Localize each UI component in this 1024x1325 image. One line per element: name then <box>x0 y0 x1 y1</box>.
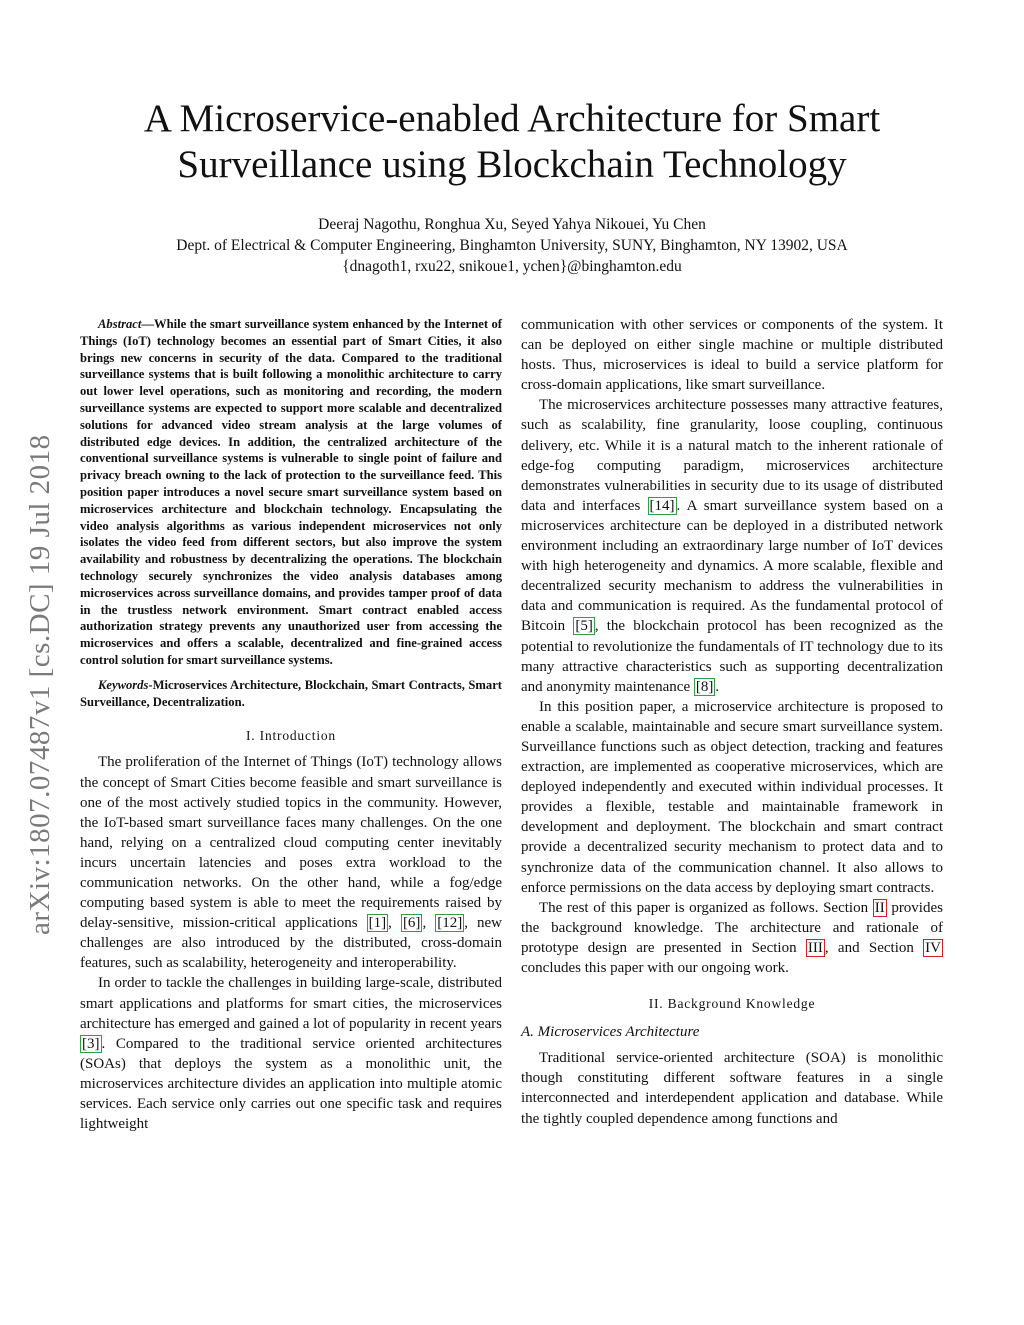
arxiv-stamp: arXiv:1807.07487v1 [cs.DC] 19 Jul 2018 <box>24 434 56 935</box>
citation-link-14[interactable]: [14] <box>649 497 675 514</box>
right-p4-text-b: provides the background knowledge. The architecture and rationale of prototype design are presented in Section <box>521 899 943 956</box>
right-paragraph-3: In this position paper, a microservice architecture is proposed to enable a scalable, maintainable and secure smart surveillance system. Surveillance functions such as object detection, tracking and features extraction, are implemented as cooperative microservices, which are deployed independently and executed within individual processes. It provides a flexible, testable and maintainable framework in development and deployment. The blockchain and smart contract provide a decentralized security mechanism to protect data and to synchronize data of the communication channel. It also allows to enforce permissions on the data access by deploying smart contracts. <box>521 698 943 896</box>
abstract <box>80 316 502 669</box>
citation-link-6[interactable]: [6] <box>402 915 421 932</box>
abstract-text: —While the smart surveillance system enhanced by the Internet of Things (IoT) technology becomes an essential part of Smart Cities, it also brings new concerns in security of the data. Compared to the traditional surveillance systems that is built following a monolithic architecture to carry out lower level operations, such as monitoring and recording, the modern surveillance systems are expected to support more scalable and decentralized solutions for advanced video stream analysis at the large volumes of distributed edge devices. In addition, the centralized architecture of the conventional surveillance systems is vulnerable to single point of failure and privacy breach owning to the lack of protection to the surveillance feed. This position paper introduces a novel secure smart surveillance system based on microservices architecture and blockchain technology. Encapsulating the video analysis algorithms as various independent microservices not only isolates the video feed from different sectors, but also improve the system availability and robustness by decentralizing the operations. The blockchain technology securely synchronizes the video analysis databases among microservices across surveillance domains, and provides tamper proof of data in the trustless network environment. Smart contract enabled access authorization strategy prevents any unauthorized user from accessing the microservices and offers a scalable, decentralized and fine-grained access control solution for smart surveillance systems. <box>80 317 502 667</box>
keywords-label: Keywords <box>98 677 149 692</box>
right-paragraph-4 <box>521 898 943 978</box>
author-list: Deeraj Nagothu, Ronghua Xu, Seyed Yahya Nikouei, Yu Chen <box>318 216 706 233</box>
section-link-ii[interactable]: II <box>874 899 885 916</box>
right-paragraph-1: communication with other services or components of the system. It can be deployed on either single machine or multiple distributed hosts. Thus, microservices is ideal to build a service platform for cross-domain applications, like smart surveillance. <box>521 317 943 394</box>
citation-link-5[interactable]: [5] <box>575 618 593 635</box>
citation-link-1[interactable]: [1] <box>368 915 387 932</box>
right-p4-text-c: , and Section <box>824 939 924 956</box>
affiliation: Dept. of Electrical & Computer Engineering, Binghamton University, SUNY, Binghamton, NY 13902, USA <box>176 237 848 254</box>
right-p4-text-d: concludes this paper with our ongoing work. <box>521 960 789 976</box>
right-p2-text-a: The microservices architecture possesses many attractive features, such as scalability, fine granularity, loose coupling, continuous delivery, etc. While it is a natural match to the inherent rationale of edge-fog computing paradigm, microservices architecture demonstrates vulnerabilities in security due to its usage of distributed data and interfaces <box>521 397 943 514</box>
keywords-text: -Microservices Architecture, Blockchain, Smart Contracts, Smart Surveillance, Decentralization. <box>80 677 502 709</box>
section-link-iii[interactable]: III <box>807 939 823 956</box>
author-emails: {dnagoth1, rxu22, snikoue1, ychen}@binghamton.edu <box>342 258 682 275</box>
paper-title <box>60 96 964 188</box>
section-heading-introduction: I. Introduction <box>246 728 336 744</box>
left-column <box>80 316 502 1134</box>
citation-link-3[interactable]: [3] <box>82 1035 100 1052</box>
subsection-heading-microservices: A. Microservices Architecture <box>521 1024 700 1041</box>
title-line-1: A Microservice-enabled Architecture for Smart <box>143 97 881 140</box>
right-p2-text-b: . A smart surveillance system based on a microservices architecture can be deployed in a distributed network environment including an extraordinary large number of IoT devices with high heterogeneity and dynamics. A more scalable, flexible and decentralized security mechanism to address the vulnerabilities in data and communication is required. As the fundamental protocol of Bitcoin <box>521 497 943 635</box>
keywords <box>80 677 502 711</box>
right-p2-text-c: , the blockchain protocol has been recognized as the potential to revolutionize the fundamentals of IT technology due to its many attractive characteristics such as supporting decentralization and anonymity maintenance <box>521 618 944 695</box>
right-p4-text-a: The rest of this paper is organized as follows. Section <box>539 899 873 916</box>
intro-p1-text-a: The proliferation of the Internet of Things (IoT) technology allows the concept of Smart Cities become feasible and smart surveillance is one of the most actively studied topics in the community. However, the IoT-based smart surveillance faces many challenges. On the one hand, relying on a centralized cloud computing center inevitably incurs uncertain latencies and poses extra workload to the communication networks. On the other hand, while a fog/edge computing based system is able to meet the requirements raised by delay-sensitive, mission-critical applications <box>80 754 502 932</box>
intro-paragraph-2 <box>80 973 502 1134</box>
citation-link-12[interactable]: [12] <box>437 915 463 932</box>
intro-paragraph-1: The proliferation of the Internet of Things (IoT) technology allows the concept of Smart Cities become feasible and smart surveillance is one of the most actively studied topics in the community. However, the IoT-based smart surveillance faces many challenges. On the one hand, relying on a centralized cloud computing center inevitably incurs uncertain latencies and poses extra workload to the communication networks. On the other hand, while a fog/edge computing based system is able to meet the requirements raised by delay-sensitive, mission-critical applications [1] , [6] , [12] , new challenges are also introduced by the distributed, cross-domain features, such as scalability, heterogeneity and interoperability. <box>80 754 503 972</box>
intro-p1-text-b: , new challenges are also introduced by the distributed, cross-domain features, such as scalability, heterogeneity and interoperability. <box>80 915 503 972</box>
title-line-2: Surveillance using Blockchain Technology <box>177 143 847 186</box>
section-heading-background: II. Background Knowledge <box>648 996 816 1012</box>
right-paragraph-2: The microservices architecture possesses many attractive features, such as scalability, fine granularity, loose coupling, continuous delivery, etc. While it is a natural match to the inherent rationale of edge-fog computing paradigm, microservices architecture demonstrates vulnerabilities in security due to its usage of distributed data and interfaces [14] . A smart surveillance system based on a microservices architecture can be deployed in a distributed network environment including an extraordinary large number of IoT devices with high heterogeneity and dynamics. A more scalable, flexible and decentralized security mechanism to address the vulnerabilities in data and communication is required. As the fundamental protocol of Bitcoin [5] , the blockchain protocol has been recognized as the potential to revolutionize the fundamentals of IT technology due to its many attractive characteristics such as supporting decentralization and anonymity maintenance [8] . <box>521 397 944 695</box>
abstract-label: Abstract <box>98 317 142 331</box>
right-paragraph-5: Traditional service-oriented architecture (SOA) is monolithic though constituting different software features in a single interconnected and interdependent application and database. While the tightly coupled dependence among functions and <box>521 1050 943 1127</box>
intro-p2-text-a: In order to tackle the challenges in building large-scale, distributed smart applications and platforms for smart cities, the microservices architecture has emerged and gained a lot of popularity in recent years <box>80 975 502 1032</box>
citation-link-8[interactable]: [8] <box>695 678 714 695</box>
right-column <box>521 315 943 1129</box>
section-link-iv[interactable]: IV <box>925 939 941 956</box>
intro-p2-text-b: . Compared to the traditional service oriented architectures (SOAs) that deploys the system as a monolithic unit, the microservices architecture divides an application into multiple atomic services. Each service only carries out one specific task and requires lightweight <box>80 1035 502 1133</box>
